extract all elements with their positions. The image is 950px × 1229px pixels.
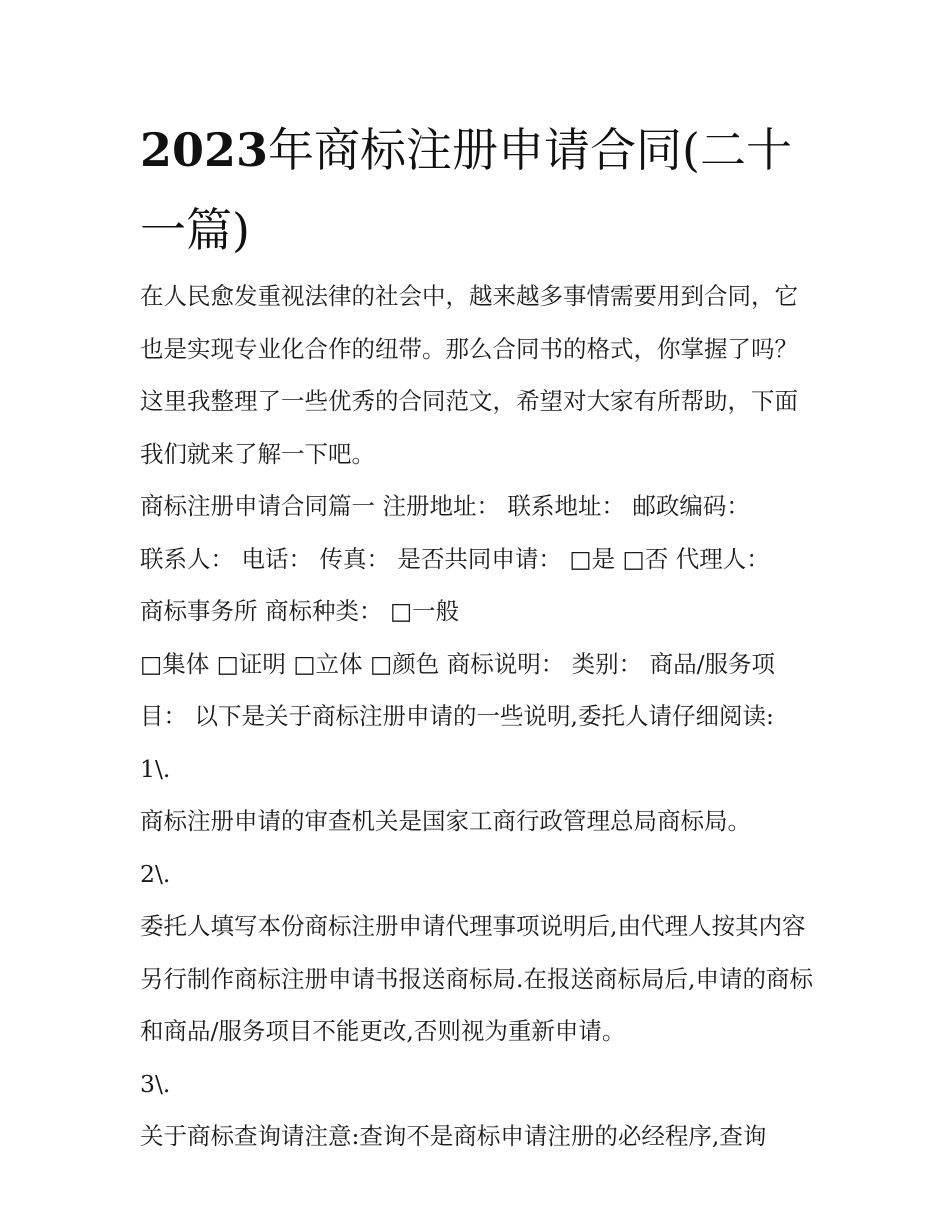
item-3-label: 3\. <box>140 1069 171 1098</box>
title-text: 年商标注册申请合同(二十一篇) <box>140 123 792 257</box>
document-title <box>140 110 820 270</box>
item-2-text: 委托人填写本份商标注册申请代理事项说明后,由代理人按其内容另行制作商标注册申请书报送商标局.在报送商标局后,申请的商标和商品/服务项目不能更改,否则视为重新申请。 <box>140 912 813 1045</box>
form-line-type: □集体 □证明 □立体 □颜色 商标说明： 类别： 商品/服务项目： 以下是关于商标注册申请的一些说明,委托人请仔细阅读: <box>140 649 776 730</box>
form-line-agency: 商标事务所 商标种类： □一般 <box>140 597 460 625</box>
item-2-label: 2\. <box>140 859 171 888</box>
form-line-address: 商标注册申请合同篇一 注册地址： 联系地址： 邮政编码： <box>140 492 750 520</box>
item-1-label: 1\. <box>140 754 171 783</box>
item-3-text: 关于商标查询请注意:查询不是商标申请注册的必经程序,查询 <box>140 1122 767 1150</box>
intro-paragraph: 在人民愈发重视法律的社会中，越来越多事情需要用到合同，它也是实现专业化合作的纽带。那么合同书的格式，你掌握了吗？这里我整理了一些优秀的合同范文，希望对大家有所帮助，下面我们就来了解一下吧。 <box>140 282 798 468</box>
form-line-contact: 联系人： 电话： 传真： 是否共同申请： □是 □否 代理人： <box>140 544 770 573</box>
title-year: 2023 <box>140 123 269 177</box>
item-1-text: 商标注册申请的审查机关是国家工商行政管理总局商标局。 <box>140 807 751 835</box>
document-body <box>140 270 820 1163</box>
